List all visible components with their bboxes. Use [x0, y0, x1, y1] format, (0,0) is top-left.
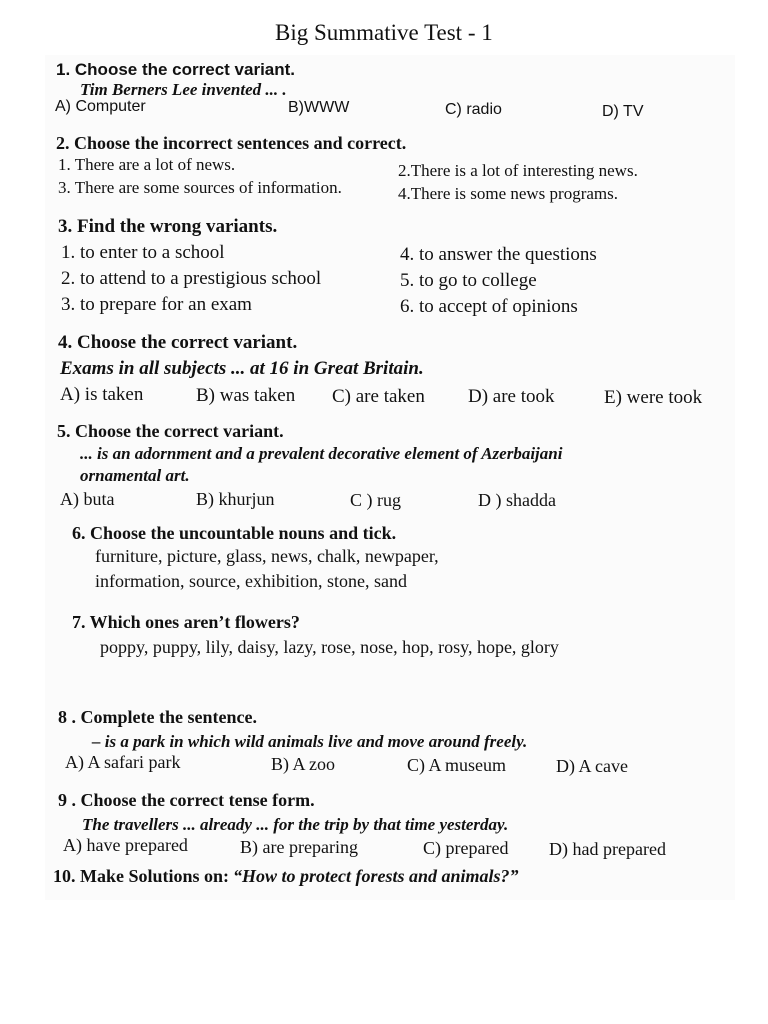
- question-5-sentence-line-2: ornamental art.: [80, 466, 190, 485]
- question-6-word-list-line-1: furniture, picture, glass, news, chalk, newpaper,: [95, 546, 439, 566]
- question-2-item-3: 3. There are some sources of information.: [58, 178, 342, 197]
- question-5-option-a: A) buta: [60, 489, 115, 509]
- question-4-sentence: Exams in all subjects ... at 16 in Great Britain.: [60, 358, 424, 379]
- question-5-option-c: C ) rug: [350, 490, 401, 510]
- question-3-item-3: 3. to prepare for an exam: [61, 294, 252, 315]
- question-4-option-d: D) are took: [468, 386, 555, 407]
- question-5-sentence-line-1: ... is an adornment and a prevalent decorative element of Azerbaijani: [80, 444, 563, 463]
- question-4-heading: 4. Choose the correct variant.: [58, 332, 298, 353]
- question-8-option-c: C) A museum: [407, 755, 507, 775]
- question-2-item-2: 2.There is a lot of interesting news.: [398, 161, 638, 180]
- question-9-option-b: B) are preparing: [240, 837, 358, 857]
- question-2-item-4: 4.There is some news programs.: [398, 184, 619, 203]
- question-4-option-b: B) was taken: [196, 385, 296, 406]
- question-1-option-b: B)WWW: [288, 99, 350, 116]
- question-3-item-5: 5. to go to college: [400, 270, 537, 291]
- question-5-option-b: B) khurjun: [196, 489, 275, 509]
- question-1-option-c: C) radio: [445, 101, 502, 118]
- question-7-word-list: poppy, puppy, lily, daisy, lazy, rose, nose, hop, rosy, hope, glory: [100, 637, 559, 657]
- question-3-heading: 3. Find the wrong variants.: [58, 216, 278, 237]
- question-5-heading: 5. Choose the correct variant.: [57, 421, 284, 441]
- question-9-option-c: C) prepared: [423, 838, 509, 858]
- question-7-heading: 7. Which ones aren’t flowers?: [72, 612, 300, 632]
- question-4-option-e: E) were took: [604, 387, 703, 408]
- question-6-heading: 6. Choose the uncountable nouns and tick.: [72, 523, 397, 543]
- question-10-topic: “How to protect forests and animals?”: [233, 866, 519, 886]
- question-1-option-a: A) Computer: [55, 98, 146, 115]
- question-3-item-4: 4. to answer the questions: [400, 244, 597, 265]
- question-1-option-d: D) TV: [602, 103, 644, 120]
- question-2-heading: 2. Choose the incorrect sentences and correct.: [56, 133, 407, 153]
- question-8-option-d: D) A cave: [556, 756, 628, 776]
- question-4-option-c: C) are taken: [332, 386, 425, 407]
- question-8-option-b: B) A zoo: [271, 754, 336, 774]
- question-2-item-1: 1. There are a lot of news.: [58, 155, 236, 174]
- question-9-option-a: A) have prepared: [63, 835, 188, 855]
- page-title: Big Summative Test - 1: [275, 20, 493, 45]
- question-1-sentence: Tim Berners Lee invented ... .: [80, 80, 287, 99]
- question-9-option-d: D) had prepared: [549, 839, 666, 859]
- question-5-option-d: D ) shadda: [478, 490, 556, 510]
- question-1-heading: 1. Choose the correct variant.: [56, 60, 296, 79]
- question-4-option-a: A) is taken: [60, 384, 144, 405]
- question-8-sentence: – is a park in which wild animals live and move around freely.: [92, 732, 528, 751]
- question-3-item-2: 2. to attend to a prestigious school: [61, 268, 322, 289]
- question-8-heading: 8 . Complete the sentence.: [58, 707, 257, 727]
- question-3-item-6: 6. to accept of opinions: [400, 296, 578, 317]
- question-10: [53, 866, 519, 887]
- question-10-heading: 10. Make Solutions on:: [53, 866, 230, 886]
- question-8-option-a: A) A safari park: [65, 752, 181, 772]
- question-3-item-1: 1. to enter to a school: [61, 242, 225, 263]
- question-6-word-list-line-2: information, source, exhibition, stone, sand: [95, 571, 407, 591]
- question-9-heading: 9 . Choose the correct tense form.: [58, 790, 315, 810]
- question-9-sentence: The travellers ... already ... for the trip by that time yesterday.: [82, 815, 509, 834]
